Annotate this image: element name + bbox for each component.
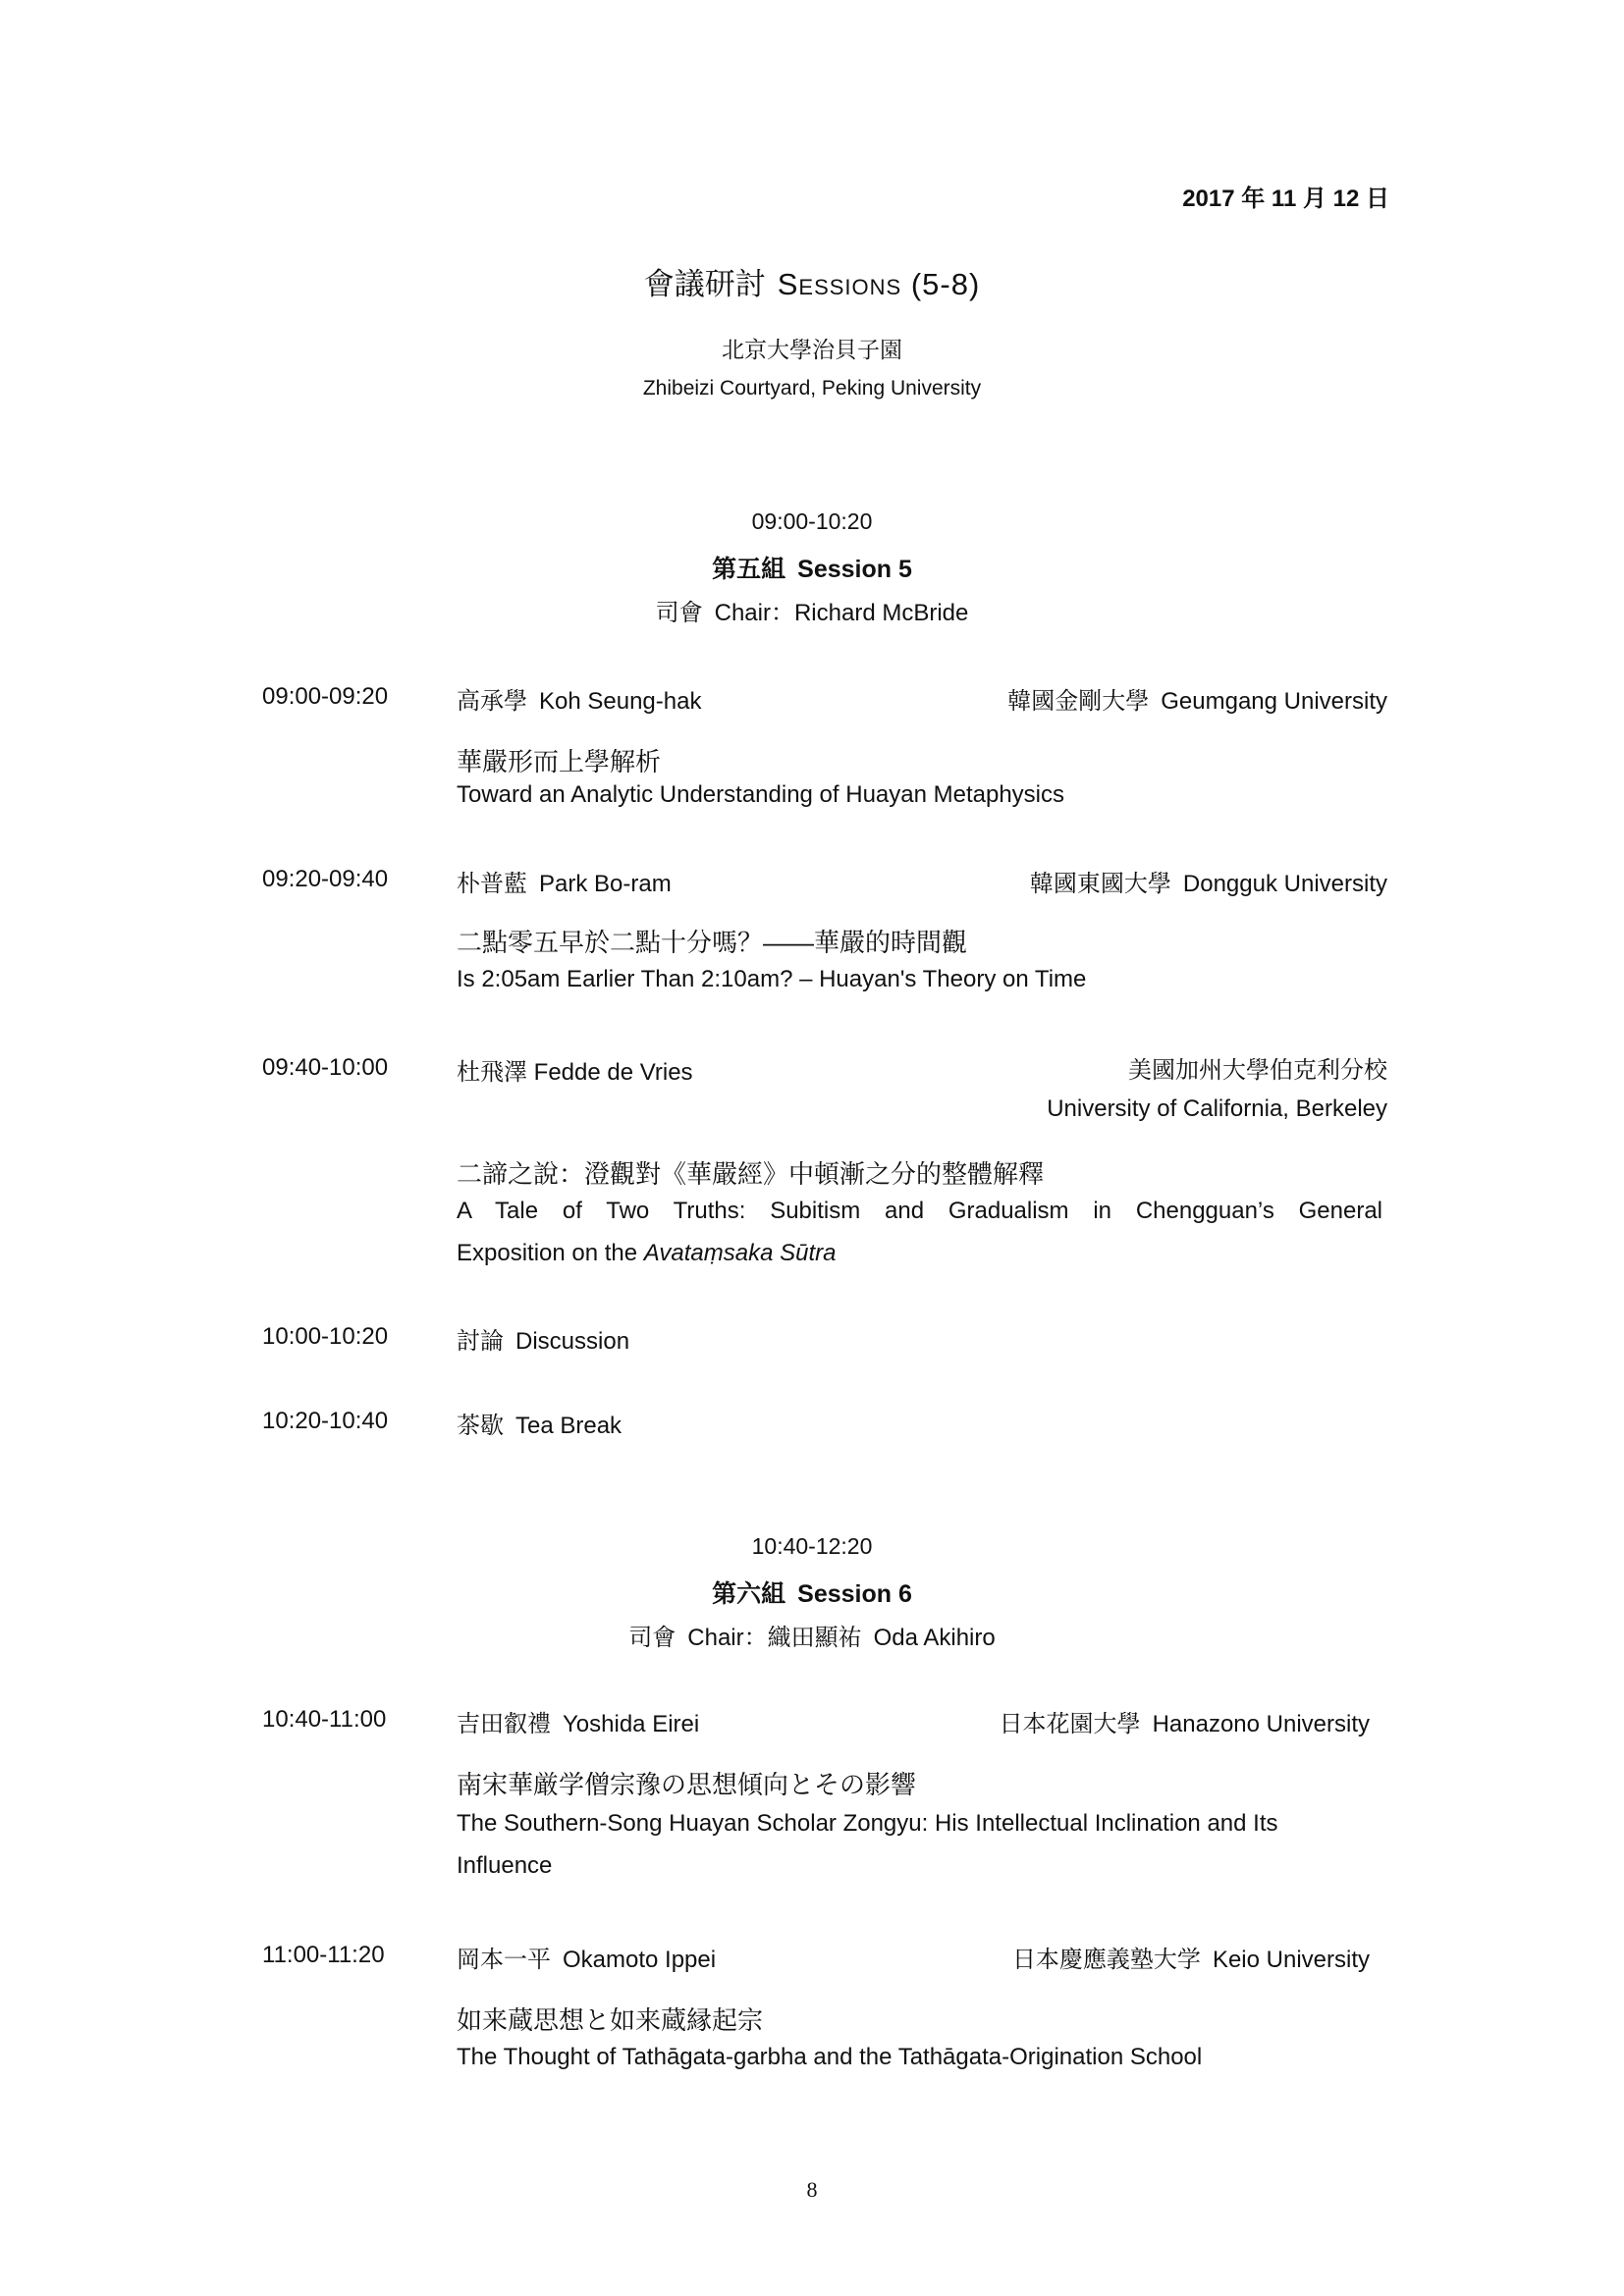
institution-en: Hanazono University [1152, 1711, 1370, 1737]
session5-time: 09:00-10:20 [751, 508, 873, 534]
talk-institution [1000, 1704, 1370, 1738]
talk-title-en-line1: A Tale of Two Truths: Subitism and Gradualism in Chengguan’s General [457, 1198, 1382, 1224]
session6-time: 10:40-12:20 [751, 1533, 873, 1559]
talk-time: 11:00-11:20 [262, 1942, 385, 1968]
session5-title-zh: 第五組 [712, 556, 786, 583]
session6-title-zh: 第六組 [712, 1580, 786, 1608]
title-text: Exposition on the [457, 1240, 638, 1266]
session6-chair-mid: Chair：織田顯祐 [687, 1625, 862, 1651]
session5-title [0, 550, 1624, 585]
talk-title-en [457, 1190, 1382, 1274]
talk-institution [1030, 864, 1387, 898]
program-date: 2017 年 11 月 12 日 [1182, 186, 1389, 212]
talk-title-zh: 南宋華厳学僧宗豫の思想傾向とその影響 [457, 1770, 917, 1799]
talk-speaker [457, 1940, 716, 1974]
speaker-name-zh: 朴普藍 [457, 871, 527, 897]
page-title [0, 259, 1624, 303]
talk-speaker: 杜飛澤 Fedde de Vries [457, 1059, 693, 1086]
session5-chair-zh: 司會 [655, 600, 703, 626]
talk-time: 10:40-11:00 [262, 1706, 387, 1733]
discussion-time: 10:00-10:20 [262, 1323, 389, 1350]
talk-speaker [457, 681, 701, 716]
session6-title-en: Session 6 [797, 1580, 912, 1608]
speaker-name-zh: 高承學 [457, 688, 527, 715]
speaker-name-en: Park Bo-ram [539, 871, 672, 897]
speaker-name-en: Okamoto Ippei [563, 1947, 717, 1973]
talk-title-en: Toward an Analytic Understanding of Huayan Metaphysics [457, 781, 1065, 808]
institution-en: University of California, Berkeley [1047, 1095, 1387, 1122]
talk-speaker [457, 1704, 699, 1738]
session5-title-en: Session 5 [797, 556, 912, 583]
institution-en: Geumgang University [1161, 688, 1387, 715]
talk-time: 09:40-10:00 [262, 1054, 389, 1081]
talk-institution [1007, 681, 1387, 716]
talk-title-zh: 二點零五早於二點十分嗎？——華嚴的時間觀 [457, 928, 968, 957]
break-time: 10:20-10:40 [262, 1408, 389, 1434]
speaker-name-zh: 吉田叡禮 [457, 1711, 551, 1737]
discussion-zh: 討論 [457, 1328, 504, 1355]
break-label [457, 1406, 622, 1440]
discussion-label [457, 1321, 629, 1356]
session6-chair [0, 1618, 1624, 1652]
session6-chair-en: Oda Akihiro [873, 1625, 996, 1651]
break-en: Tea Break [515, 1413, 623, 1439]
speaker-name-en: Yoshida Eirei [563, 1711, 700, 1737]
speaker-name-en: Koh Seung-hak [539, 688, 702, 715]
talk-institution [1012, 1940, 1370, 1974]
venue-en: Zhibeizi Courtyard, Peking University [642, 377, 982, 400]
session5-chair [0, 593, 1624, 627]
talk-title-en-line2 [457, 1232, 1382, 1274]
talk-title-en: The Thought of Tathāgata-garbha and the Tathāgata-Origination School [457, 2044, 1203, 2070]
talk-speaker [457, 864, 672, 898]
talk-title-zh: 如来蔵思想と如来蔵縁起宗 [457, 2005, 764, 2035]
institution-zh: 日本花園大學 [999, 1711, 1141, 1737]
page-number: 8 [806, 2177, 818, 2202]
institution-zh: 韓國金剛大學 [1007, 688, 1150, 715]
institution-zh: 日本慶應義塾大学 [1011, 1947, 1201, 1973]
institution-zh: 美國加州大學伯克利分校 [1128, 1057, 1387, 1084]
institution-en: Dongguk University [1182, 871, 1387, 897]
title-italic-text: Avataṃsaka Sūtra [643, 1240, 837, 1266]
institution-en: Keio University [1212, 1947, 1370, 1973]
break-zh: 茶歇 [457, 1413, 504, 1439]
page-title-zh: 會議研討 [643, 267, 766, 301]
talk-time: 09:20-09:40 [262, 866, 389, 892]
talk-title-en: The Southern-Song Huayan Scholar Zongyu: His Intellectual Inclination and Its Influence [457, 1810, 1278, 1879]
session5-chair-name: Chair：Richard McBride [714, 600, 969, 626]
institution-zh: 韓國東國大學 [1029, 871, 1171, 897]
talk-title-en: Is 2:05am Earlier Than 2:10am? – Huayan's Theory on Time [457, 966, 1087, 992]
discussion-en: Discussion [515, 1328, 630, 1355]
talk-title-zh: 華嚴形而上學解析 [457, 747, 662, 776]
session6-chair-zh: 司會 [628, 1625, 677, 1651]
talk-time: 09:00-09:20 [262, 683, 389, 710]
page-title-en: Sessions (5-8) [777, 267, 981, 301]
talk-title-zh: 二諦之說：澄觀對《華嚴經》中頓漸之分的整體解釋 [457, 1159, 1045, 1189]
session6-title [0, 1575, 1624, 1610]
speaker-name-zh: 岡本一平 [457, 1947, 551, 1973]
venue-zh: 北京大學治貝子園 [722, 337, 902, 362]
